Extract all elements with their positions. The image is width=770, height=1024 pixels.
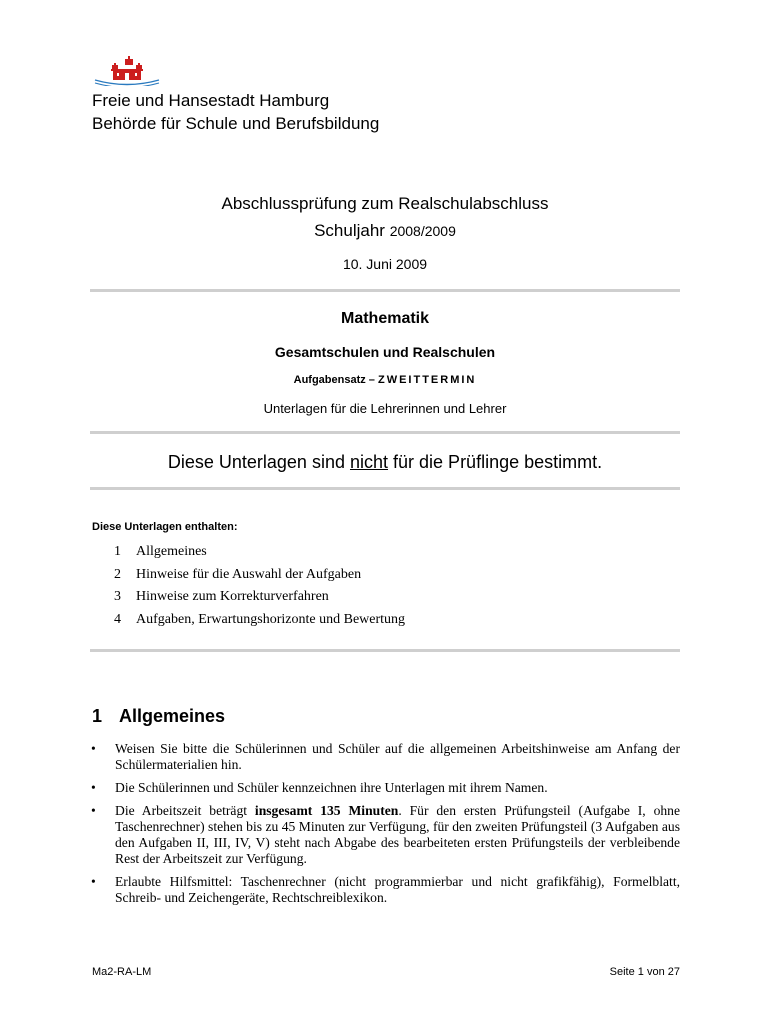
school-year-label: Schuljahr [314, 221, 385, 240]
task-set-term: ZWEITTERMIN [377, 374, 477, 386]
bullet-text-before: Die Arbeitszeit beträgt [115, 803, 248, 818]
list-item-number: 3 [114, 589, 121, 604]
notice-underlined: nicht [349, 452, 389, 472]
task-set [90, 374, 680, 386]
exam-date: 10. Juni 2009 [342, 256, 428, 272]
bullet-text-after: . Für den ersten Prüfungsteil (Aufgabe I, ohne Taschenrechner) stehen bis zu 45 Minuten zur Verfügung, für den zweiten Prüfungsteil (3 Aufgaben aus den Aufgaben II, III, IV, V) steht nach Abgabe des bearbeiteten ersten Prüfungsteils der verbleibende Rest der Arbeitszeit zur Verfügung. [115, 803, 680, 866]
list-item-label: Hinweise zum Korrekturverfahren [136, 589, 329, 604]
bullet-icon: • [91, 803, 96, 818]
list-item-label: Aufgaben, Erwartungshorizonte und Bewertung [136, 611, 406, 627]
bullet-text: Weisen Sie bitte die Schülerinnen und Schüler auf die allgemeinen Arbeitshinweise am Anfang der Schülermaterialien hin. [115, 741, 680, 772]
divider [90, 431, 680, 434]
bullet-icon: • [91, 874, 96, 889]
notice [90, 452, 680, 473]
school-types: Gesamtschulen und Realschulen [274, 344, 496, 360]
exam-title: Abschlussprüfung zum Realschulabschluss [221, 194, 549, 213]
subject-title: Mathematik [340, 310, 430, 327]
divider [90, 289, 680, 292]
list-item-label: Allgemeines [136, 544, 207, 559]
bullet-icon: • [91, 741, 96, 756]
instructions-list [90, 741, 680, 913]
notice-before: Diese Unterlagen sind [167, 452, 345, 472]
authority-line-city: Freie und Hansestadt Hamburg [92, 91, 330, 110]
footer-document-code: Ma2-RA-LM [92, 966, 152, 978]
bullet-icon: • [91, 780, 96, 795]
audience-note: Unterlagen für die Lehrerinnen und Lehrer [263, 401, 507, 416]
list-item-number: 1 [114, 544, 121, 559]
list-item-number: 2 [114, 566, 121, 582]
section-title: Allgemeines [119, 706, 226, 726]
list-item [90, 803, 680, 867]
section-heading [92, 706, 225, 727]
list-item [90, 741, 680, 773]
divider [90, 649, 680, 652]
section-number: 1 [92, 706, 103, 726]
list-item [90, 780, 680, 796]
list-item [114, 609, 405, 632]
contents-heading: Diese Unterlagen enthalten: [92, 521, 238, 533]
notice-after: für die Prüflinge bestimmt. [393, 452, 603, 472]
school-year [90, 221, 680, 241]
contents-list [114, 541, 405, 631]
task-set-prefix: Aufgabensatz – [293, 374, 375, 386]
list-item [90, 874, 680, 906]
bullet-text-bold: insgesamt 135 Minuten [254, 803, 399, 818]
school-year-value: 2008/2009 [389, 223, 456, 239]
divider [90, 487, 680, 490]
list-item-number: 4 [114, 611, 121, 627]
bullet-text: Die Schülerinnen und Schüler kennzeichnen ihre Unterlagen mit ihrem Namen. [115, 780, 548, 795]
authority-line-department: Behörde für Schule und Berufsbildung [92, 114, 380, 133]
list-item [114, 586, 405, 609]
list-item [114, 564, 405, 587]
list-item-label: Hinweise für die Auswahl der Aufgaben [136, 566, 362, 582]
list-item [114, 541, 405, 564]
footer-page-number: Seite 1 von 27 [609, 966, 680, 978]
hamburg-castle-coat-of-arms-icon [92, 54, 162, 86]
authority-name [92, 89, 379, 135]
bullet-text: Erlaubte Hilfsmittel: Taschenrechner (nicht programmierbar und nicht grafikfähig), Formelblatt, Schreib- und Zeichengeräte, Rechtschreiblexikon. [115, 874, 680, 905]
